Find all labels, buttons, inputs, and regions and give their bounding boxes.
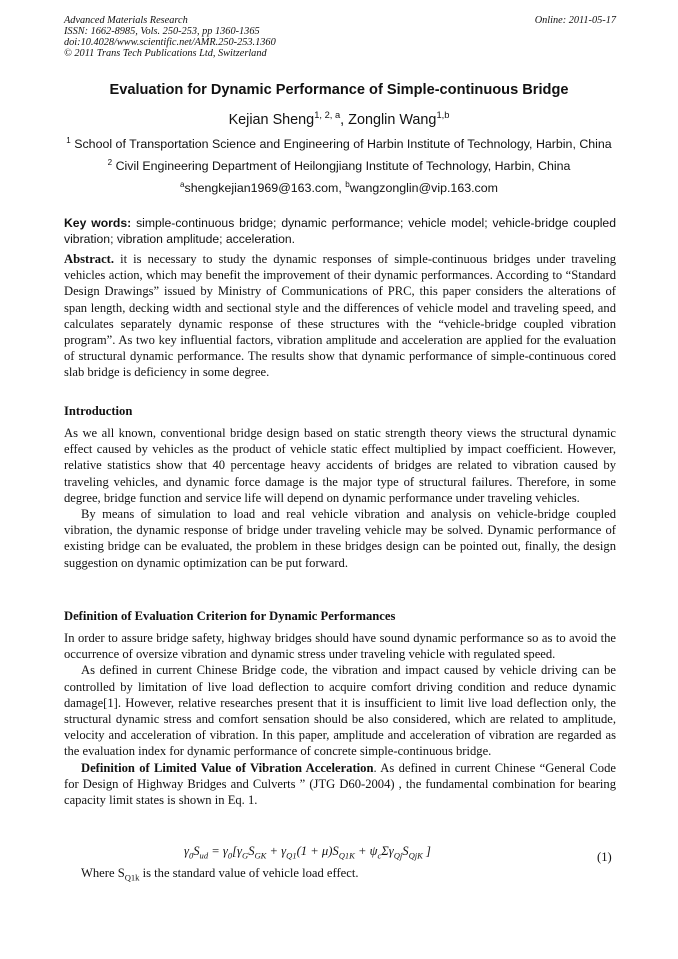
equation-number: (1) — [597, 850, 612, 864]
paragraph: In order to assure bridge safety, highway bridges should have sound dynamic performance so as to avoid the occurrence of oversize vibration and dynamic stress under traveling vehicle with regulated speed. — [64, 631, 616, 662]
equation-explanation — [81, 866, 358, 881]
email-superscript: a — [180, 179, 185, 189]
author-name: Zonglin Wang — [348, 112, 437, 128]
email-address[interactable]: wangzonglin@vip.163.com — [349, 181, 498, 195]
affiliation-text: Civil Engineering Department of Heilongjiang Institute of Technology, Harbin, China — [115, 159, 571, 173]
copyright-line: © 2011 Trans Tech Publications Ltd, Switzerland — [64, 48, 267, 59]
keywords-text: simple-continuous bridge; dynamic performance; vehicle model; vehicle-bridge coupled vibration; vibration amplitude; acceleration. — [64, 216, 616, 246]
paragraph-text: . As defined in current Chinese “General Code for Design of Highway Bridges and Culverts ” (JTG D60-2004) , the fundamental combination for bearing capacity limit states is shown in Eq. 1. — [64, 760, 616, 808]
where-text: is the standard value of vehicle load effect. — [139, 866, 359, 880]
subheading-acceleration: Definition of Limited Value of Vibration Acceleration — [81, 760, 374, 775]
email-superscript: b — [345, 179, 350, 189]
online-date: Online: 2011-05-17 — [534, 15, 616, 26]
journal-header — [64, 15, 616, 59]
paragraph — [64, 760, 616, 809]
affiliation-2 — [0, 159, 678, 173]
affiliation-superscript: 1 — [66, 135, 71, 145]
where-text: Where S — [81, 866, 125, 880]
where-subscript: Q1k — [124, 872, 140, 883]
doi-line[interactable]: doi:10.4028/www.scientific.net/AMR.250-253.1360 — [64, 37, 276, 48]
author-superscript: 1,b — [436, 110, 450, 121]
email-line — [0, 181, 678, 195]
author-separator: , — [340, 112, 349, 128]
affiliation-superscript: 2 — [107, 157, 113, 167]
affiliation-1 — [0, 137, 678, 151]
author-line — [0, 112, 678, 128]
section-heading-definition: Definition of Evaluation Criterion for Dynamic Performances — [64, 609, 396, 623]
author-name: Kejian Sheng — [228, 112, 315, 128]
introduction-body — [64, 425, 616, 571]
definition-body — [64, 630, 616, 808]
abstract — [64, 251, 616, 381]
keywords — [64, 215, 616, 247]
section-heading-introduction: Introduction — [64, 404, 133, 418]
abstract-label: Abstract. — [64, 252, 115, 266]
paragraph: By means of simulation to load and real vehicle vibration and analysis on vehicle-bridge coupled vibration, the dynamic response of bridge under traveling vehicle may be solved. Dynamic performance of existing bridge can be evaluated, the problem in these bridges design can be pointed out, finally, the design suggestion on dynamic optimization can be put forward. — [64, 507, 616, 570]
issn-line: ISSN: 1662-8985, Vols. 250-253, pp 1360-1365 — [64, 26, 260, 37]
keywords-label: Key words: — [64, 216, 132, 230]
paragraph: As we all known, conventional bridge design based on static strength theory views the structural dynamic effect caused by vehicles as the product of vehicle static effect multiplied by impact coefficient. However, relative statistics show that 40 percentage heavy accidents of bridges are related to vibration caused by traveling vehicles, and dynamic force damage is the major type of structural failures. Therefore, in some degree, bridge function and service life will depend on dynamic performance under traveling vehicles. — [64, 426, 616, 505]
email-separator: , — [338, 181, 346, 195]
journal-name: Advanced Materials Research — [64, 15, 188, 26]
abstract-text: it is necessary to study the dynamic responses of simple-continuous bridges under traveling vehicles action, which may benefit the improvement of their dynamic performances. According to “Standard Design Drawings” issued by Ministry of Communications of PRC, this paper considers the alterations of span length, decking width and sectional style and the differences of vehicle model and traveling speed, and calculates separately dynamic response of these structures with the “vehicle-bridge coupled vibration program”. As two key influential factors, vibration amplitude and acceleration are applied for the evaluation of structural dynamic performance. The results show that dynamic performance of simple-continuous cored slab bridge is deficiency in some degree. — [64, 252, 616, 380]
paper-title: Evaluation for Dynamic Performance of Simple-continuous Bridge — [109, 82, 569, 98]
equation-1: $\gamma_0S_{ud} = \gamma_0[\gamma_GS_{GK} + \gamma_{Q1}(1 + \mu)S_{Q1K} + \psi_c\Sigma\gamma_{Qj}S_{QjK}$ ] — [184, 844, 431, 861]
paragraph: As defined in current Chinese Bridge code, the vibration and impact caused by vehicle driving can be controlled by limitation of live load deflection to acquire comfort driving condition and reduce dynamic damage[1]. However, relative researches present that it is insufficient to limit live load deflection only, the structural dynamic stress and comfort sensation should be also considered, which are related to amplitude, velocity and acceleration of vibration. In this paper, amplitude and acceleration of vibration are regarded as the evaluation index for dynamic performance of concrete simple-continuous bridge. — [64, 663, 616, 759]
author-superscript: 1, 2, a — [314, 110, 341, 121]
email-address[interactable]: shengkejian1969@163.com — [184, 181, 339, 195]
affiliation-text: School of Transportation Science and Engineering of Harbin Institute of Technology, Harbin, China — [74, 137, 612, 151]
